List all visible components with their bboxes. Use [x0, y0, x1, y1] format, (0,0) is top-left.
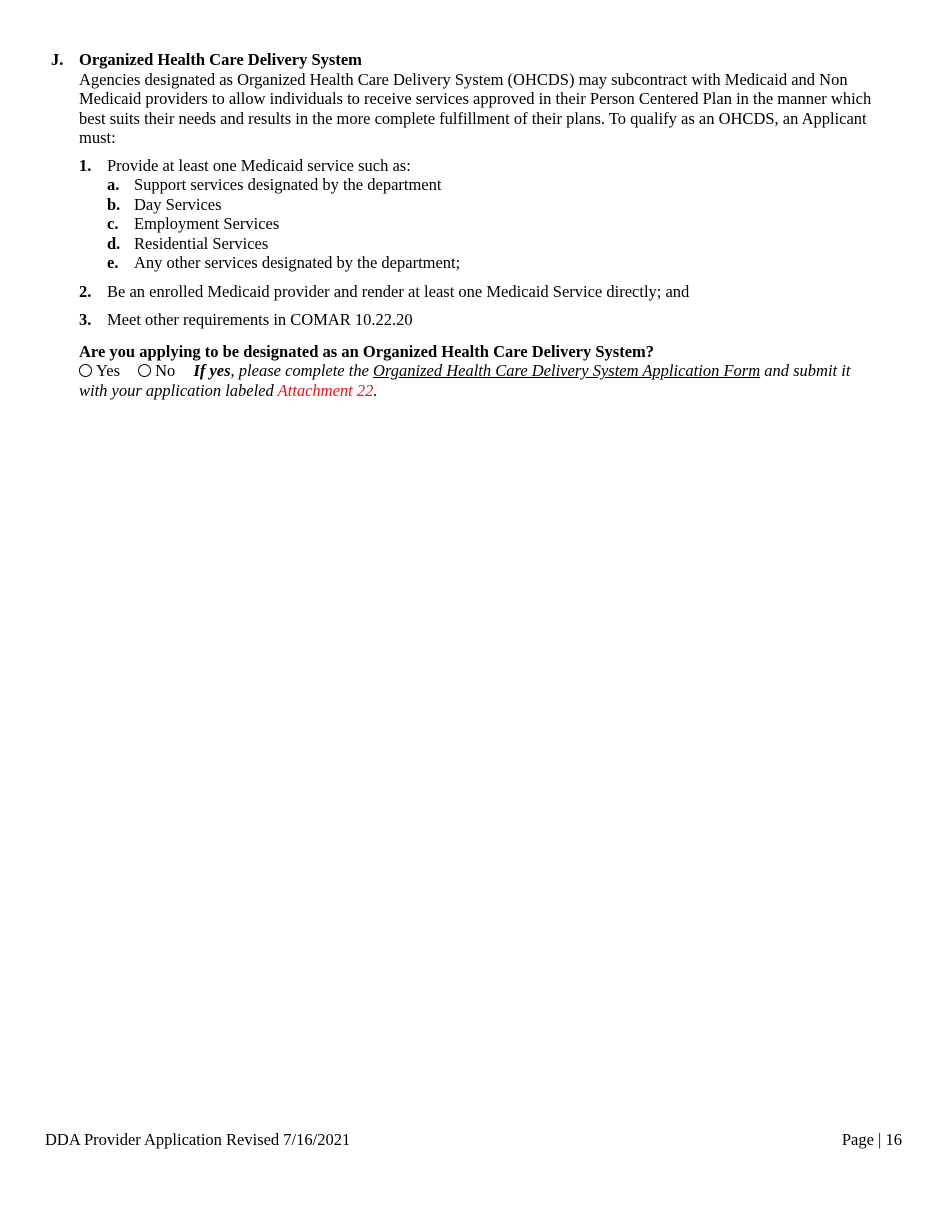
footer-revision: DDA Provider Application Revised 7/16/2021	[45, 1130, 351, 1149]
services-sublist	[107, 175, 881, 273]
sublist-item	[107, 175, 881, 195]
item-text: Meet other requirements in COMAR 10.22.20	[107, 310, 413, 329]
no-radio[interactable]	[138, 364, 151, 377]
application-form-link[interactable]: Organized Health Care Delivery System Application Form	[373, 361, 761, 380]
item-number: 2.	[79, 281, 92, 301]
item-number: 3.	[79, 310, 92, 329]
instruction-part: , please complete the	[230, 361, 374, 380]
section-j	[51, 50, 881, 400]
sub-letter: c.	[107, 214, 119, 233]
sublist-item	[107, 214, 881, 234]
sub-letter: e.	[107, 253, 119, 272]
section-intro: Agencies designated as Organized Health Care Delivery System (OHCDS) may subcontract with Medicaid and Non Medicaid providers to allow individuals to receive services approved in their Person Centered Plan in the manner which best suits their needs and results in the more complete fulfillment of their plans. To qualify as an OHCDS, an Applicant must:	[79, 69, 872, 147]
attachment-label: Attachment 22	[277, 380, 374, 400]
sub-text: Day Services	[134, 194, 222, 214]
sub-letter: d.	[107, 233, 121, 253]
section-heading	[51, 50, 881, 70]
section-title: Organized Health Care Delivery System	[79, 50, 362, 69]
if-yes-text: If yes	[193, 361, 231, 380]
section-letter: J.	[51, 50, 64, 69]
sub-text: Support services designated by the department	[134, 175, 442, 194]
list-item	[79, 310, 881, 330]
item-number: 1.	[79, 155, 92, 175]
item-text: Be an enrolled Medicaid provider and render at least one Medicaid Service directly; and	[107, 281, 690, 301]
requirements-list	[79, 156, 881, 330]
footer-page-number: Page | 16	[841, 1130, 902, 1149]
sub-text: Residential Services	[134, 233, 269, 253]
sub-letter: a.	[107, 175, 120, 194]
sub-text: Any other services designated by the department;	[134, 253, 461, 272]
item-text: Provide at least one Medicaid service such as:	[107, 155, 411, 175]
ohcds-question: Are you applying to be designated as an Organized Health Care Delivery System?	[79, 341, 655, 361]
sub-letter: b.	[107, 194, 121, 214]
ohcds-answer	[79, 361, 881, 400]
yes-radio[interactable]	[79, 364, 92, 377]
yes-option[interactable]	[79, 361, 120, 381]
instruction-end: .	[373, 380, 378, 400]
instruction-part: and submit it with your application labeled	[79, 361, 851, 400]
sublist-item	[107, 234, 881, 254]
instruction-text	[79, 361, 850, 400]
no-option[interactable]	[138, 361, 175, 381]
list-item	[79, 156, 881, 176]
list-item	[79, 282, 881, 302]
sublist-item	[107, 195, 881, 215]
no-label: No	[155, 361, 176, 380]
yes-label: Yes	[96, 361, 121, 380]
sub-text: Employment Services	[134, 214, 280, 233]
sublist-item	[107, 253, 881, 273]
